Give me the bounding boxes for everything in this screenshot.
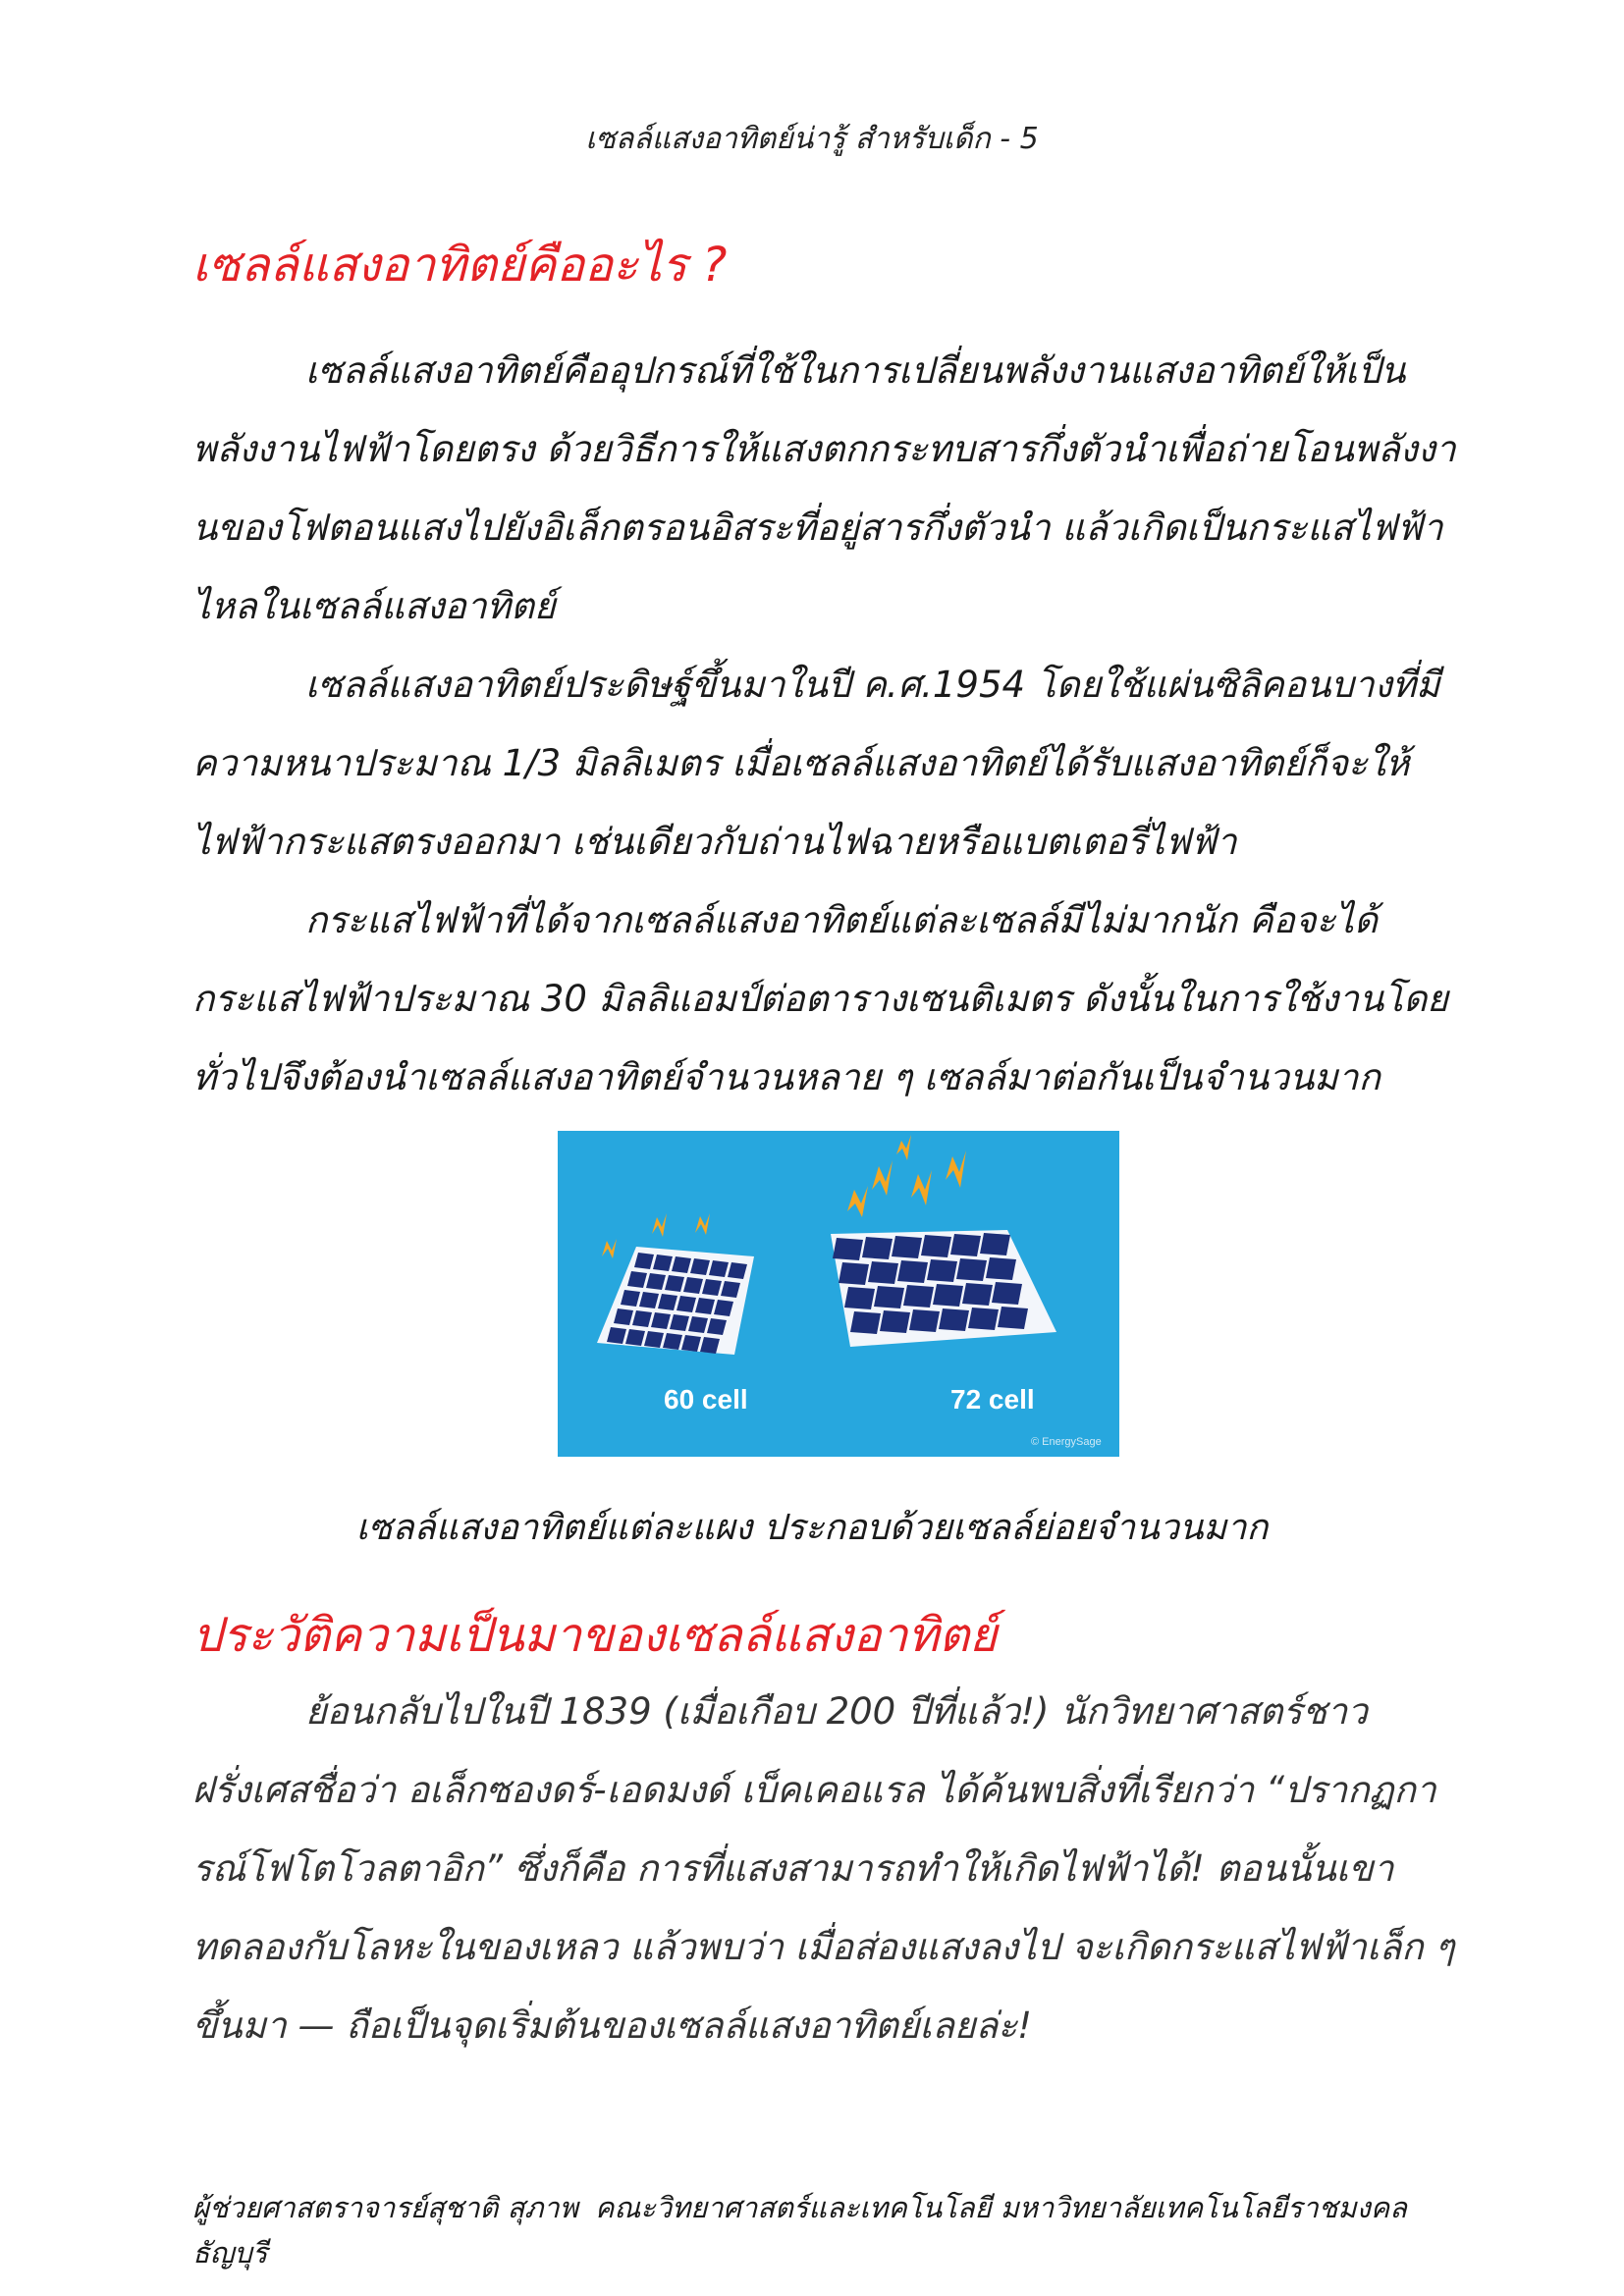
solar-cell (850, 1311, 881, 1334)
footer-author: ผู้ช่วยศาสตราจารย์สุชาติ สุภาพ (192, 2191, 578, 2224)
solar-cell (980, 1233, 1010, 1255)
paragraph: เซลล์แสงอาทิตย์ประดิษฐ์ขึ้นมาในปี ค.ศ.1954 โดยใช้แผ่นซิลิคอนบางที่มีความหนาประมาณ 1/3 มิลลิเมตร เมื่อเซลล์แสงอาทิตย์ได้รับแสงอาทิตย์ก็จะให้ไฟฟ้ากระแสตรงออกมา เช่นเดียวกับถ่านไฟฉายหรือแบตเตอรี่ไฟฟ้า (192, 664, 1440, 863)
solar-cell (862, 1237, 893, 1259)
solar-cell (839, 1262, 869, 1285)
page-footer (192, 2185, 1469, 2275)
running-header: เซลล์แสงอาทิตย์น่ารู้ สำหรับเด็ก - 5 (585, 122, 1039, 156)
solar-cell (844, 1287, 875, 1309)
solar-cell (903, 1285, 934, 1308)
label-60-cell: 60 cell (664, 1384, 748, 1415)
solar-cell (939, 1308, 969, 1331)
section-heading-history: ประวัติความเป็นมาของเซลล์แสงอาทิตย์ (192, 1608, 998, 1663)
paragraph: กระแสไฟฟ้าที่ได้จากเซลล์แสงอาทิตย์แต่ละเซลล์มีไม่มากนัก คือจะได้กระแสไฟฟ้าประมาณ 30 มิลลิแอมป์ต่อตารางเซนติเมตร ดังนั้นในการใช้งานโดยทั่วไปจึงต้องนำเซลล์แสงอาทิตย์จำนวนหลาย ๆ เซลล์มาต่อกันเป็นจำนวนมาก (192, 899, 1448, 1098)
solar-panel-illustration (558, 1131, 1119, 1457)
solar-cell (874, 1286, 904, 1308)
solar-cell (998, 1307, 1028, 1329)
paragraph: เซลล์แสงอาทิตย์คืออุปกรณ์ที่ใช้ในการเปลี่ยนพลังงานแสงอาทิตย์ให้เป็นพลังงานไฟฟ้าโดยตรง ด้วยวิธีการให้แสงตกกระทบสารกึ่งตัวนำเพื่อถ่ายโอนพลังงานของโฟตอนแสงไปยังอิเล็กตรอนอิสระที่อยู่สารกึ่งตัวนำ แล้วเกิดเป็นกระแสไฟฟ้าไหลในเซลล์แสงอาทิตย์ (192, 349, 1456, 627)
solar-cell (880, 1310, 910, 1333)
section-body-what-is-solar-cell (192, 332, 1469, 1117)
solar-cell (962, 1283, 993, 1306)
footer-affiliation: คณะวิทยาศาสตร์และเทคโนโลยี มหาวิทยาลัยเทคโนโลยีราชมงคลธัญบุรี (192, 2191, 1407, 2269)
solar-cell (956, 1258, 987, 1281)
solar-cell (933, 1284, 963, 1307)
large-solar-panel (831, 1230, 1056, 1347)
image-credit: © EnergySage (1031, 1436, 1102, 1448)
section-heading-what-is-solar-cell: เซลล์แสงอาทิตย์คืออะไร ? (192, 238, 728, 293)
solar-cell (986, 1257, 1016, 1280)
solar-cell (833, 1238, 863, 1260)
figure-caption: เซลล์แสงอาทิตย์แต่ละแผง ประกอบด้วยเซลล์ย่อยจำนวนมาก (355, 1508, 1269, 1548)
solar-cell (897, 1260, 928, 1283)
solar-cell (909, 1309, 940, 1332)
solar-cell (921, 1235, 951, 1257)
solar-cell (868, 1261, 898, 1284)
section-body-history (192, 1673, 1469, 2065)
paragraph: ย้อนกลับไปในปี 1839 (เมื่อเกือบ 200 ปีที่แล้ว!) นักวิทยาศาสตร์ชาวฝรั่งเศสชื่อว่า อเล็กซองดร์-เอดมงด์ เบ็คเคอแรล ได้ค้นพบสิ่งที่เรียกว่า “ปรากฏการณ์โฟโตโวลตาอิก” ซึ่งก็คือ การที่แสงสามารถทำให้เกิดไฟฟ้าได้! ตอนนั้นเขาทดลองกับโลหะในของเหลว แล้วพบว่า เมื่อส่องแสงลงไป จะเกิดกระแสไฟฟ้าเล็ก ๆ ขึ้นมา — ถือเป็นจุดเริ่มต้นของเซลล์แสงอาทิตย์เลยล่ะ! (192, 1690, 1455, 2047)
solar-cell (992, 1282, 1022, 1305)
solar-cell (892, 1236, 922, 1258)
solar-panel-figure (558, 1131, 1119, 1457)
solar-cell (968, 1308, 999, 1330)
solar-cell (950, 1234, 981, 1256)
label-72-cell: 72 cell (950, 1384, 1035, 1415)
solar-cell (927, 1259, 957, 1282)
small-solar-panel (597, 1247, 754, 1355)
